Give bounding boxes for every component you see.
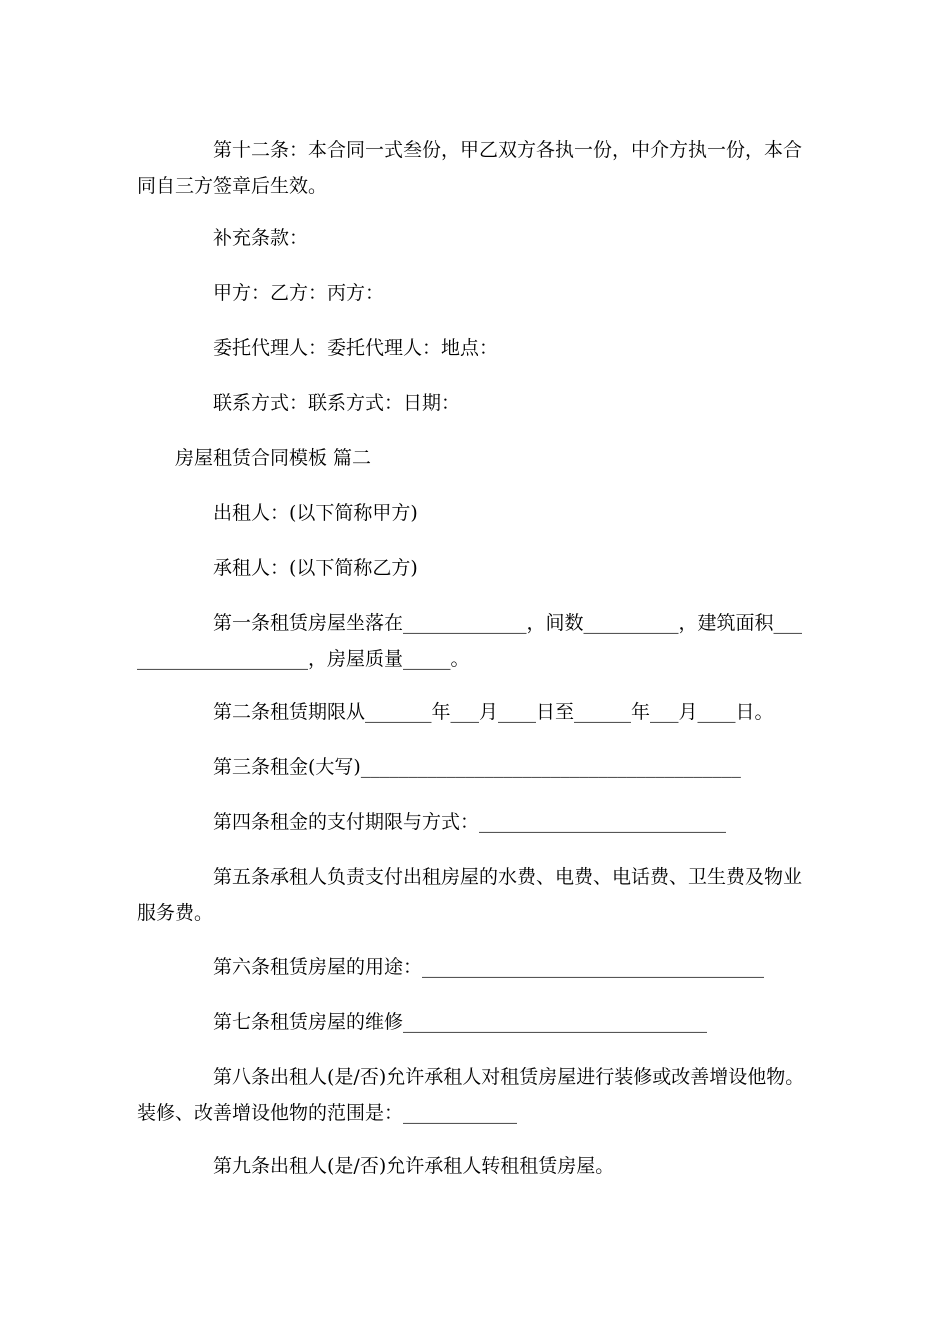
paragraph-line: 服务费。: [137, 902, 214, 924]
paragraph-line: __________________，房屋质量_____。: [137, 648, 470, 670]
contact-line: 联系方式：联系方式：日期：: [213, 392, 461, 414]
section-heading: 房屋租赁合同模板 篇二: [175, 447, 372, 469]
clause-5: [137, 859, 817, 931]
clause-12: [137, 132, 817, 204]
paragraph-line: 第八条出租人(是/否)允许承租人对租赁房屋进行装修或改善增设他物。: [213, 1066, 805, 1088]
clause-7: 第七条租赁房屋的维修________________________________: [213, 1011, 708, 1033]
clause-3: 第三条租金(大写)________________________________________: [213, 756, 741, 778]
parties-line: 甲方：乙方：丙方：: [213, 282, 385, 304]
lessor-line: 出租人：(以下简称甲方): [213, 502, 418, 524]
clause-2: 第二条租赁期限从_______年___月____日至______年___月____日。: [213, 701, 774, 723]
clause-9: 第九条出租人(是/否)允许承租人转租租赁房屋。: [213, 1155, 615, 1177]
paragraph-line: 第五条承租人负责支付出租房屋的水费、电费、电话费、卫生费及物业: [213, 866, 803, 888]
agents-line: 委托代理人：委托代理人：地点：: [213, 337, 499, 359]
lessee-line: 承租人：(以下简称乙方): [213, 557, 418, 579]
paragraph-line: 第十二条：本合同一式叁份，甲乙双方各执一份，中介方执一份，本合: [213, 139, 803, 161]
paragraph-line: 装修、改善增设他物的范围是：____________: [137, 1102, 518, 1124]
supplementary-terms: 补充条款：: [213, 227, 309, 249]
clause-8: [137, 1059, 817, 1131]
paragraph-line: 第一条租赁房屋坐落在_____________，间数__________，建筑面积___: [213, 612, 803, 634]
clause-1: [137, 605, 817, 677]
clause-4: 第四条租金的支付期限与方式：__________________________: [213, 811, 727, 833]
clause-6: 第六条租赁房屋的用途：____________________________________: [213, 956, 765, 978]
paragraph-line: 同自三方签章后生效。: [137, 175, 328, 197]
